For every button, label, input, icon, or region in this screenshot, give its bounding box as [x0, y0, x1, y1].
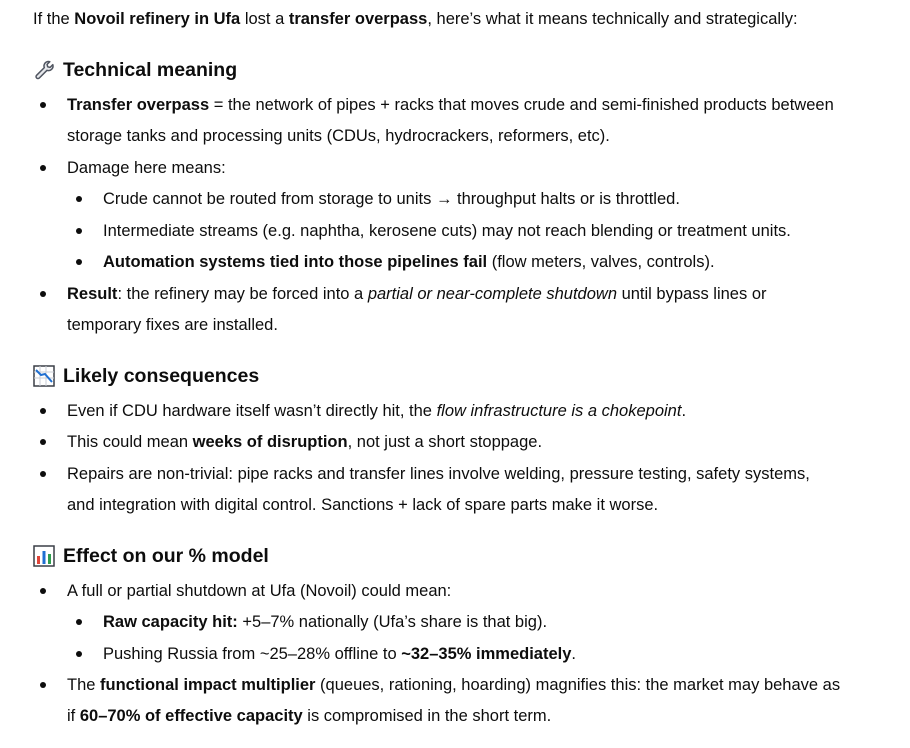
- list-item: This could mean weeks of disruption, not just a short stoppage.: [67, 433, 543, 451]
- section-heading-consequences: Likely consequences: [63, 365, 260, 387]
- list-item: The functional impact multiplier (queues, rationing, hoarding) magnifies this: the market may behave as: [67, 676, 841, 694]
- bullet-icon: [40, 471, 46, 477]
- list-item: Repairs are non-trivial: pipe racks and transfer lines involve welding, pressure testing, safety systems,: [67, 465, 810, 483]
- bar-chart-icon: [33, 545, 55, 567]
- section-heading-technical: Technical meaning: [63, 59, 238, 81]
- bullet-icon: [76, 228, 82, 234]
- bullet-icon: [40, 102, 46, 108]
- bullet-icon: [76, 651, 82, 657]
- chart-decreasing-icon: [33, 365, 55, 387]
- wrench-icon: [33, 59, 55, 81]
- list-item: Transfer overpass = the network of pipes + racks that moves crude and semi-finished products between: [67, 96, 834, 114]
- sub-list-item: Crude cannot be routed from storage to units → throughput halts or is throttled.: [103, 190, 680, 208]
- list-item-continuation: temporary fixes are installed.: [67, 316, 278, 334]
- bullet-icon: [40, 165, 46, 171]
- list-item-continuation: and integration with digital control. Sanctions + lack of spare parts make it worse.: [67, 496, 659, 514]
- sub-list-item: Pushing Russia from ~25–28% offline to ~32–35% immediately.: [103, 645, 576, 663]
- bullet-icon: [40, 588, 46, 594]
- list-item-continuation: storage tanks and processing units (CDUs, hydrocrackers, reformers, etc).: [67, 127, 610, 145]
- bullet-icon: [40, 439, 46, 445]
- list-item: Result: the refinery may be forced into a partial or near-complete shutdown until bypass lines or: [67, 285, 767, 303]
- list-item: Damage here means:: [67, 159, 226, 177]
- sub-list-item: Raw capacity hit: +5–7% nationally (Ufa’s share is that big).: [103, 613, 548, 631]
- bullet-icon: [76, 259, 82, 265]
- bullet-icon: [76, 196, 82, 202]
- sub-list-item: Automation systems tied into those pipelines fail (flow meters, valves, controls).: [103, 253, 715, 271]
- bullet-icon: [76, 619, 82, 625]
- list-item-continuation: if 60–70% of effective capacity is compromised in the short term.: [67, 707, 552, 725]
- sub-list-item: Intermediate streams (e.g. naphtha, kerosene cuts) may not reach blending or treatment units.: [103, 222, 791, 240]
- bullet-icon: [40, 408, 46, 414]
- bullet-icon: [40, 291, 46, 297]
- section-heading-model: Effect on our % model: [63, 545, 269, 567]
- list-item: Even if CDU hardware itself wasn’t directly hit, the flow infrastructure is a chokepoint.: [67, 402, 687, 420]
- list-item: A full or partial shutdown at Ufa (Novoil) could mean:: [67, 582, 452, 600]
- intro-paragraph: If the Novoil refinery in Ufa lost a transfer overpass, here’s what it means technically and strategically:: [33, 10, 798, 28]
- bullet-icon: [40, 682, 46, 688]
